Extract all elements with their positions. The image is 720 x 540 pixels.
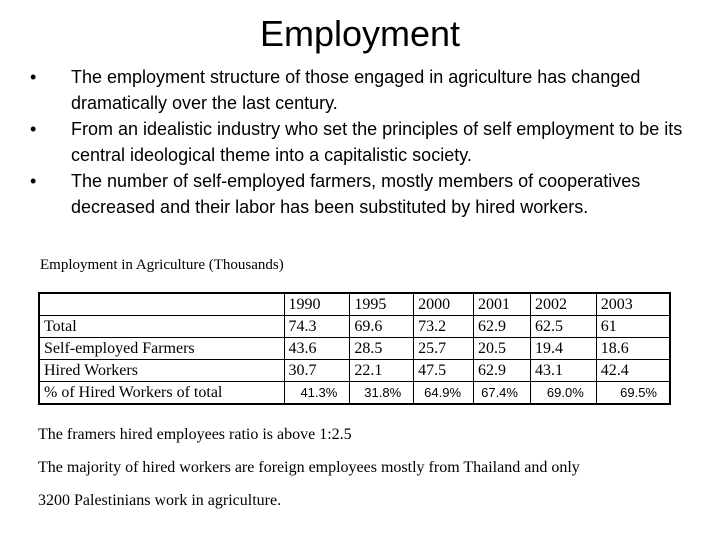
table-cell: 31.8% <box>350 382 414 405</box>
table-row <box>39 338 670 360</box>
bullet-item <box>30 168 690 220</box>
table-header-cell <box>39 293 284 316</box>
table-cell: 28.5 <box>350 338 414 360</box>
note-palestinians: 3200 Palestinians work in agriculture. <box>38 492 282 509</box>
table-cell: 19.4 <box>530 338 596 360</box>
bullet-item <box>30 64 690 116</box>
table-cell: 69.5% <box>596 382 670 405</box>
table-cell: 69.0% <box>530 382 596 405</box>
table-cell: 47.5 <box>414 360 474 382</box>
table-cell: 62.9 <box>474 360 531 382</box>
table-header-cell: 1990 <box>284 293 350 316</box>
bullet-list <box>30 64 690 220</box>
bullet-text: From an idealistic industry who set the principles of self employment to be its central ideological theme into a capitalistic society. <box>71 119 683 165</box>
table-row-label: % of Hired Workers of total <box>39 382 284 405</box>
table-header-row <box>39 293 670 316</box>
bullet-item <box>30 116 690 168</box>
bullet-icon: • <box>30 67 37 87</box>
table-cell: 20.5 <box>474 338 531 360</box>
table-header-cell: 2002 <box>530 293 596 316</box>
table-row <box>39 316 670 338</box>
table-cell: 25.7 <box>414 338 474 360</box>
table-cell: 74.3 <box>284 316 350 338</box>
bullet-icon: • <box>30 171 37 191</box>
table-row-label: Total <box>39 316 284 338</box>
table-cell: 22.1 <box>350 360 414 382</box>
table-cell: 42.4 <box>596 360 670 382</box>
note-ratio: The framers hired employees ratio is above 1:2.5 <box>38 426 352 443</box>
table-cell: 64.9% <box>414 382 474 405</box>
table-cell: 62.9 <box>474 316 531 338</box>
table-row <box>39 382 670 405</box>
bullet-icon: • <box>30 119 37 139</box>
table-cell: 73.2 <box>414 316 474 338</box>
table-cell: 41.3% <box>284 382 350 405</box>
table-header-cell: 2003 <box>596 293 670 316</box>
table-cell: 18.6 <box>596 338 670 360</box>
table-caption: Employment in Agriculture (Thousands) <box>40 257 284 273</box>
table-header-cell: 2001 <box>474 293 531 316</box>
table-row <box>39 360 670 382</box>
table-cell: 69.6 <box>350 316 414 338</box>
table-cell: 30.7 <box>284 360 350 382</box>
table-cell: 62.5 <box>530 316 596 338</box>
table-header-cell: 2000 <box>414 293 474 316</box>
table-row-label: Self-employed Farmers <box>39 338 284 360</box>
table-cell: 61 <box>596 316 670 338</box>
slide-title: Employment <box>259 13 461 54</box>
table-header-cell: 1995 <box>350 293 414 316</box>
note-foreign-workers: The majority of hired workers are foreign employees mostly from Thailand and only <box>38 459 580 476</box>
table-cell: 43.1 <box>530 360 596 382</box>
bullet-text: The employment structure of those engaged in agriculture has changed dramatically over the last century. <box>71 67 641 113</box>
table-row-label: Hired Workers <box>39 360 284 382</box>
table-cell: 43.6 <box>284 338 350 360</box>
employment-table <box>38 292 671 405</box>
table-cell: 67.4% <box>474 382 531 405</box>
bullet-text: The number of self-employed farmers, mostly members of cooperatives decreased and their labor has been substituted by hired workers. <box>71 171 641 217</box>
